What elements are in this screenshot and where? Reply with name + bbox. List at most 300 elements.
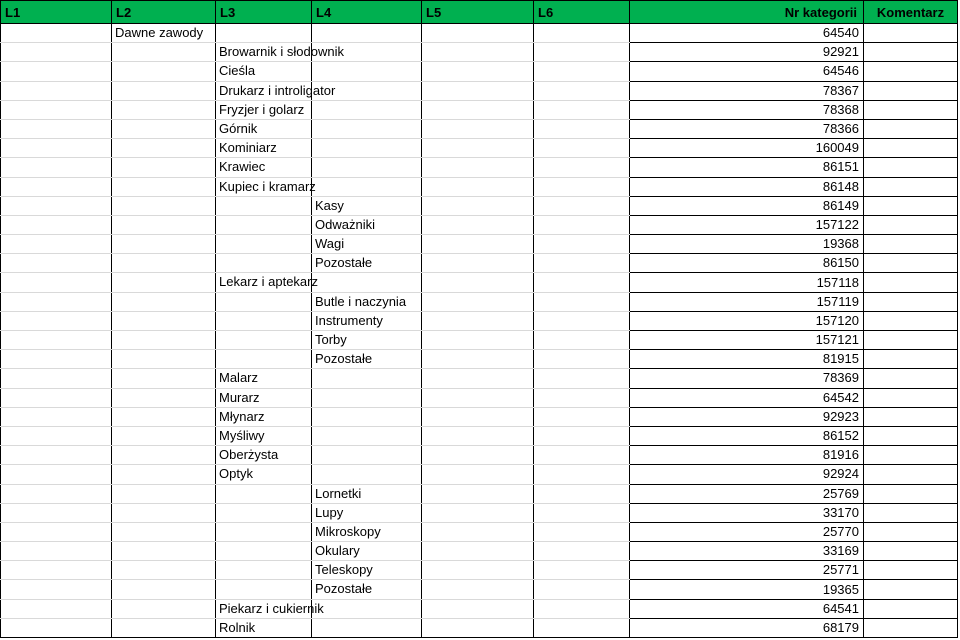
category-number[interactable]: 64542	[630, 388, 864, 407]
cell-l1[interactable]	[1, 426, 112, 445]
category-number[interactable]: 92921	[630, 43, 864, 62]
cell-l2[interactable]	[112, 446, 216, 465]
category-number[interactable]: 19368	[630, 235, 864, 254]
cell-l3[interactable]	[216, 254, 312, 273]
category-number[interactable]: 25770	[630, 522, 864, 541]
comment-cell[interactable]	[864, 503, 958, 522]
category-number[interactable]: 160049	[630, 139, 864, 158]
cell-l2[interactable]	[112, 139, 216, 158]
category-name: Okulary	[315, 543, 360, 559]
cell-l5[interactable]	[422, 119, 534, 138]
category-number[interactable]: 157120	[630, 311, 864, 330]
cell-l2[interactable]	[112, 484, 216, 503]
cell-l1[interactable]	[1, 388, 112, 407]
table-row	[1, 484, 958, 503]
category-number[interactable]: 64546	[630, 62, 864, 81]
table-row	[1, 350, 958, 369]
cell-l5[interactable]	[422, 426, 534, 445]
header-komentarz[interactable]: Komentarz	[864, 1, 958, 24]
category-name-cell[interactable]	[112, 24, 216, 43]
cell-l5[interactable]	[422, 100, 534, 119]
cell-l4[interactable]	[312, 388, 422, 407]
cell-l3[interactable]	[216, 522, 312, 541]
cell-l3[interactable]	[216, 235, 312, 254]
cell-l1[interactable]	[1, 43, 112, 62]
comment-cell[interactable]	[864, 599, 958, 618]
cell-l6[interactable]	[534, 561, 630, 580]
comment-cell[interactable]	[864, 407, 958, 426]
cell-l6[interactable]	[534, 273, 630, 292]
category-name-cell[interactable]	[216, 139, 312, 158]
cell-l6[interactable]	[534, 331, 630, 350]
cell-l5[interactable]	[422, 331, 534, 350]
cell-l1[interactable]	[1, 235, 112, 254]
comment-cell[interactable]	[864, 580, 958, 599]
table-row	[1, 177, 958, 196]
category-name-cell[interactable]	[312, 580, 422, 599]
category-number[interactable]: 33170	[630, 503, 864, 522]
cell-l6[interactable]	[534, 254, 630, 273]
category-name-cell[interactable]	[216, 119, 312, 138]
table-row	[1, 100, 958, 119]
cell-l6[interactable]	[534, 599, 630, 618]
cell-l5[interactable]	[422, 43, 534, 62]
header-l4[interactable]: L4	[312, 1, 422, 24]
cell-l2[interactable]	[112, 350, 216, 369]
header-row	[1, 1, 958, 24]
category-number[interactable]: 86150	[630, 254, 864, 273]
cell-l2[interactable]	[112, 561, 216, 580]
cell-l2[interactable]	[112, 119, 216, 138]
cell-l1[interactable]	[1, 119, 112, 138]
cell-l2[interactable]	[112, 618, 216, 637]
cell-l6[interactable]	[534, 407, 630, 426]
category-number[interactable]: 78366	[630, 119, 864, 138]
cell-l3[interactable]	[216, 331, 312, 350]
cell-l2[interactable]	[112, 331, 216, 350]
category-name-cell[interactable]	[216, 618, 312, 637]
cell-l5[interactable]	[422, 24, 534, 43]
cell-l6[interactable]	[534, 139, 630, 158]
comment-cell[interactable]	[864, 350, 958, 369]
cell-l5[interactable]	[422, 580, 534, 599]
category-number[interactable]: 25769	[630, 484, 864, 503]
cell-l5[interactable]	[422, 139, 534, 158]
category-name: Górnik	[219, 120, 258, 136]
cell-l6[interactable]	[534, 484, 630, 503]
cell-l4[interactable]	[312, 139, 422, 158]
comment-cell[interactable]	[864, 43, 958, 62]
cell-l4[interactable]	[312, 273, 422, 292]
category-number[interactable]: 157119	[630, 292, 864, 311]
table-row	[1, 522, 958, 541]
header-l6[interactable]: L6	[534, 1, 630, 24]
cell-l6[interactable]	[534, 100, 630, 119]
cell-l1[interactable]	[1, 139, 112, 158]
cell-l5[interactable]	[422, 311, 534, 330]
cell-l2[interactable]	[112, 292, 216, 311]
cell-l1[interactable]	[1, 331, 112, 350]
category-name: Pozostałe	[315, 255, 373, 271]
cell-l1[interactable]	[1, 484, 112, 503]
cell-l3[interactable]	[216, 484, 312, 503]
cell-l6[interactable]	[534, 388, 630, 407]
category-name: Lupy	[315, 504, 344, 520]
cell-l1[interactable]	[1, 561, 112, 580]
category-number[interactable]: 33169	[630, 542, 864, 561]
comment-cell[interactable]	[864, 100, 958, 119]
cell-l2[interactable]	[112, 407, 216, 426]
header-l1[interactable]: L1	[1, 1, 112, 24]
cell-l2[interactable]	[112, 81, 216, 100]
category-name-cell[interactable]	[216, 273, 318, 292]
cell-l5[interactable]	[422, 177, 534, 196]
category-number[interactable]: 81916	[630, 446, 864, 465]
cell-l2[interactable]	[112, 311, 216, 330]
category-name-cell[interactable]	[216, 158, 312, 177]
category-number[interactable]: 157122	[630, 215, 864, 234]
cell-l6[interactable]	[534, 618, 630, 637]
cell-l4[interactable]	[312, 407, 422, 426]
category-number[interactable]: 86151	[630, 158, 864, 177]
cell-l6[interactable]	[534, 177, 630, 196]
comment-cell[interactable]	[864, 235, 958, 254]
cell-l1[interactable]	[1, 273, 112, 292]
cell-l3[interactable]	[216, 350, 312, 369]
cell-l5[interactable]	[422, 273, 534, 292]
category-name-cell[interactable]	[312, 292, 422, 311]
header-nr-kategorii[interactable]: Nr kategorii	[630, 1, 864, 24]
cell-l2[interactable]	[112, 542, 216, 561]
comment-cell[interactable]	[864, 484, 958, 503]
cell-l5[interactable]	[422, 484, 534, 503]
cell-l6[interactable]	[534, 580, 630, 599]
cell-l1[interactable]	[1, 196, 112, 215]
cell-l6[interactable]	[534, 350, 630, 369]
category-name-cell[interactable]	[216, 388, 312, 407]
category-name-cell[interactable]	[216, 426, 312, 445]
category-name: Butle i naczynia	[315, 293, 407, 309]
cell-l2[interactable]	[112, 465, 216, 484]
comment-cell[interactable]	[864, 273, 958, 292]
cell-l6[interactable]	[534, 465, 630, 484]
category-name-cell[interactable]	[216, 407, 312, 426]
cell-l4[interactable]	[312, 24, 422, 43]
cell-l5[interactable]	[422, 350, 534, 369]
cell-l2[interactable]	[112, 215, 216, 234]
cell-l6[interactable]	[534, 81, 630, 100]
category-number[interactable]: 86152	[630, 426, 864, 445]
cell-l2[interactable]	[112, 369, 216, 388]
header-l5[interactable]: L5	[422, 1, 534, 24]
category-name: Oberżysta	[219, 447, 279, 463]
comment-cell[interactable]	[864, 119, 958, 138]
cell-l4[interactable]	[312, 158, 422, 177]
category-number[interactable]: 157121	[630, 331, 864, 350]
cell-l2[interactable]	[112, 235, 216, 254]
cell-l2[interactable]	[112, 177, 216, 196]
category-number[interactable]: 86149	[630, 196, 864, 215]
cell-l3[interactable]	[216, 580, 312, 599]
cell-l2[interactable]	[112, 254, 216, 273]
cell-l5[interactable]	[422, 407, 534, 426]
category-name: Lornetki	[315, 485, 362, 501]
cell-l5[interactable]	[422, 369, 534, 388]
comment-cell[interactable]	[864, 618, 958, 637]
category-number[interactable]: 81915	[630, 350, 864, 369]
comment-cell[interactable]	[864, 139, 958, 158]
category-name-cell[interactable]	[216, 599, 324, 618]
category-name-cell[interactable]	[312, 311, 422, 330]
category-name-cell[interactable]	[216, 465, 312, 484]
category-name: Dawne zawody	[115, 25, 204, 40]
category-name-cell[interactable]	[216, 100, 312, 119]
cell-l5[interactable]	[422, 465, 534, 484]
comment-cell[interactable]	[864, 24, 958, 43]
comment-cell[interactable]	[864, 331, 958, 350]
cell-l6[interactable]	[534, 196, 630, 215]
comment-cell[interactable]	[864, 426, 958, 445]
cell-l1[interactable]	[1, 503, 112, 522]
cell-l4[interactable]	[312, 119, 422, 138]
category-name-cell[interactable]	[216, 43, 344, 62]
cell-l2[interactable]	[112, 100, 216, 119]
comment-cell[interactable]	[864, 542, 958, 561]
cell-l2[interactable]	[112, 62, 216, 81]
category-name-cell[interactable]	[216, 62, 312, 81]
cell-l5[interactable]	[422, 599, 534, 618]
category-number[interactable]: 92923	[630, 407, 864, 426]
cell-l3[interactable]	[216, 24, 312, 43]
category-name-cell[interactable]	[312, 484, 422, 503]
cell-l6[interactable]	[534, 292, 630, 311]
cell-l4[interactable]	[312, 446, 422, 465]
category-name: Cieśla	[219, 63, 256, 79]
category-name: Pozostałe	[315, 351, 373, 367]
category-number[interactable]: 92924	[630, 465, 864, 484]
cell-l5[interactable]	[422, 292, 534, 311]
comment-cell[interactable]	[864, 561, 958, 580]
cell-l1[interactable]	[1, 311, 112, 330]
table-row	[1, 542, 958, 561]
cell-l4[interactable]	[312, 465, 422, 484]
comment-cell[interactable]	[864, 62, 958, 81]
category-name: Drukarz i introligator	[219, 82, 336, 98]
comment-cell[interactable]	[864, 311, 958, 330]
cell-l3[interactable]	[216, 503, 312, 522]
cell-l5[interactable]	[422, 522, 534, 541]
cell-l5[interactable]	[422, 158, 534, 177]
cell-l6[interactable]	[534, 119, 630, 138]
cell-l6[interactable]	[534, 215, 630, 234]
comment-cell[interactable]	[864, 388, 958, 407]
cell-l1[interactable]	[1, 81, 112, 100]
cell-l6[interactable]	[534, 311, 630, 330]
cell-l6[interactable]	[534, 369, 630, 388]
category-name: Piekarz i cukiernik	[219, 600, 324, 616]
cell-l6[interactable]	[534, 426, 630, 445]
category-name: Odważniki	[315, 216, 375, 232]
cell-l5[interactable]	[422, 388, 534, 407]
cell-l2[interactable]	[112, 388, 216, 407]
category-name-cell[interactable]	[312, 254, 422, 273]
cell-l3[interactable]	[216, 542, 312, 561]
category-name-cell[interactable]	[312, 196, 422, 215]
comment-cell[interactable]	[864, 196, 958, 215]
cell-l1[interactable]	[1, 215, 112, 234]
category-name: Mikroskopy	[315, 523, 381, 539]
cell-l1[interactable]	[1, 580, 112, 599]
cell-l4[interactable]	[312, 177, 422, 196]
comment-cell[interactable]	[864, 522, 958, 541]
cell-l1[interactable]	[1, 292, 112, 311]
cell-l2[interactable]	[112, 158, 216, 177]
cell-l1[interactable]	[1, 62, 112, 81]
comment-cell[interactable]	[864, 158, 958, 177]
category-name-cell[interactable]	[312, 522, 422, 541]
category-name-cell[interactable]	[312, 561, 422, 580]
cell-l3[interactable]	[216, 561, 312, 580]
cell-l3[interactable]	[216, 311, 312, 330]
cell-l5[interactable]	[422, 254, 534, 273]
category-name: Kupiec i kramarz	[219, 178, 316, 194]
cell-l1[interactable]	[1, 158, 112, 177]
category-number[interactable]: 68179	[630, 618, 864, 637]
header-l3[interactable]: L3	[216, 1, 312, 24]
comment-cell[interactable]	[864, 81, 958, 100]
cell-l4[interactable]	[312, 62, 422, 81]
category-number[interactable]: 78368	[630, 100, 864, 119]
category-number[interactable]: 19365	[630, 580, 864, 599]
cell-l5[interactable]	[422, 215, 534, 234]
cell-l6[interactable]	[534, 62, 630, 81]
cell-l6[interactable]	[534, 235, 630, 254]
cell-l2[interactable]	[112, 43, 216, 62]
category-number[interactable]: 157118	[630, 273, 864, 292]
cell-l6[interactable]	[534, 522, 630, 541]
header-l2[interactable]: L2	[112, 1, 216, 24]
table-row	[1, 43, 958, 62]
cell-l2[interactable]	[112, 196, 216, 215]
cell-l1[interactable]	[1, 522, 112, 541]
cell-l5[interactable]	[422, 503, 534, 522]
category-name-cell[interactable]	[216, 369, 312, 388]
comment-cell[interactable]	[864, 292, 958, 311]
category-name-cell[interactable]	[312, 215, 422, 234]
comment-cell[interactable]	[864, 446, 958, 465]
cell-l5[interactable]	[422, 81, 534, 100]
cell-l2[interactable]	[112, 522, 216, 541]
category-name: Teleskopy	[315, 562, 373, 578]
category-name-cell[interactable]	[312, 235, 422, 254]
category-number[interactable]: 64541	[630, 599, 864, 618]
comment-cell[interactable]	[864, 254, 958, 273]
comment-cell[interactable]	[864, 177, 958, 196]
comment-cell[interactable]	[864, 465, 958, 484]
cell-l4[interactable]	[312, 369, 422, 388]
cell-l1[interactable]	[1, 369, 112, 388]
category-name: Wagi	[315, 236, 345, 252]
category-name: Instrumenty	[315, 312, 383, 328]
cell-l2[interactable]	[112, 426, 216, 445]
category-name-cell[interactable]	[312, 503, 422, 522]
table-row	[1, 119, 958, 138]
cell-l1[interactable]	[1, 100, 112, 119]
cell-l1[interactable]	[1, 254, 112, 273]
cell-l6[interactable]	[534, 503, 630, 522]
cell-l1[interactable]	[1, 407, 112, 426]
category-number[interactable]: 25771	[630, 561, 864, 580]
table-row	[1, 235, 958, 254]
cell-l4[interactable]	[312, 100, 422, 119]
cell-l1[interactable]	[1, 24, 112, 43]
cell-l6[interactable]	[534, 158, 630, 177]
cell-l1[interactable]	[1, 542, 112, 561]
cell-l6[interactable]	[534, 446, 630, 465]
category-name: Myśliwy	[219, 427, 265, 443]
cell-l1[interactable]	[1, 350, 112, 369]
cell-l1[interactable]	[1, 618, 112, 637]
table-row	[1, 158, 958, 177]
category-name-cell[interactable]	[312, 542, 422, 561]
cell-l6[interactable]	[534, 24, 630, 43]
cell-l3[interactable]	[216, 196, 312, 215]
cell-l1[interactable]	[1, 177, 112, 196]
cell-l5[interactable]	[422, 561, 534, 580]
cell-l6[interactable]	[534, 43, 630, 62]
cell-l1[interactable]	[1, 599, 112, 618]
comment-cell[interactable]	[864, 215, 958, 234]
cell-l4[interactable]	[312, 599, 422, 618]
cell-l5[interactable]	[422, 618, 534, 637]
cell-l1[interactable]	[1, 465, 112, 484]
category-name-cell[interactable]	[312, 331, 422, 350]
cell-l2[interactable]	[112, 503, 216, 522]
cell-l2[interactable]	[112, 599, 216, 618]
cell-l5[interactable]	[422, 542, 534, 561]
table-row	[1, 254, 958, 273]
table-row	[1, 503, 958, 522]
cell-l3[interactable]	[216, 215, 312, 234]
category-number[interactable]: 86148	[630, 177, 864, 196]
cell-l1[interactable]	[1, 446, 112, 465]
cell-l6[interactable]	[534, 542, 630, 561]
category-name-cell[interactable]	[216, 81, 336, 100]
category-number[interactable]: 78367	[630, 81, 864, 100]
cell-l5[interactable]	[422, 196, 534, 215]
cell-l4[interactable]	[312, 618, 422, 637]
table-row	[1, 407, 958, 426]
comment-cell[interactable]	[864, 369, 958, 388]
cell-l4[interactable]	[312, 426, 422, 445]
cell-l5[interactable]	[422, 235, 534, 254]
cell-l5[interactable]	[422, 62, 534, 81]
cell-l2[interactable]	[112, 273, 216, 292]
table-row	[1, 311, 958, 330]
table-row	[1, 369, 958, 388]
category-number[interactable]: 78369	[630, 369, 864, 388]
category-name-cell[interactable]	[216, 177, 316, 196]
category-name-cell[interactable]	[312, 350, 422, 369]
cell-l3[interactable]	[216, 292, 312, 311]
table-body	[1, 24, 958, 638]
category-name-cell[interactable]	[216, 446, 312, 465]
cell-l5[interactable]	[422, 446, 534, 465]
category-name: Kasy	[315, 197, 344, 213]
category-number[interactable]: 64540	[630, 24, 864, 43]
table-row	[1, 331, 958, 350]
cell-l2[interactable]	[112, 580, 216, 599]
